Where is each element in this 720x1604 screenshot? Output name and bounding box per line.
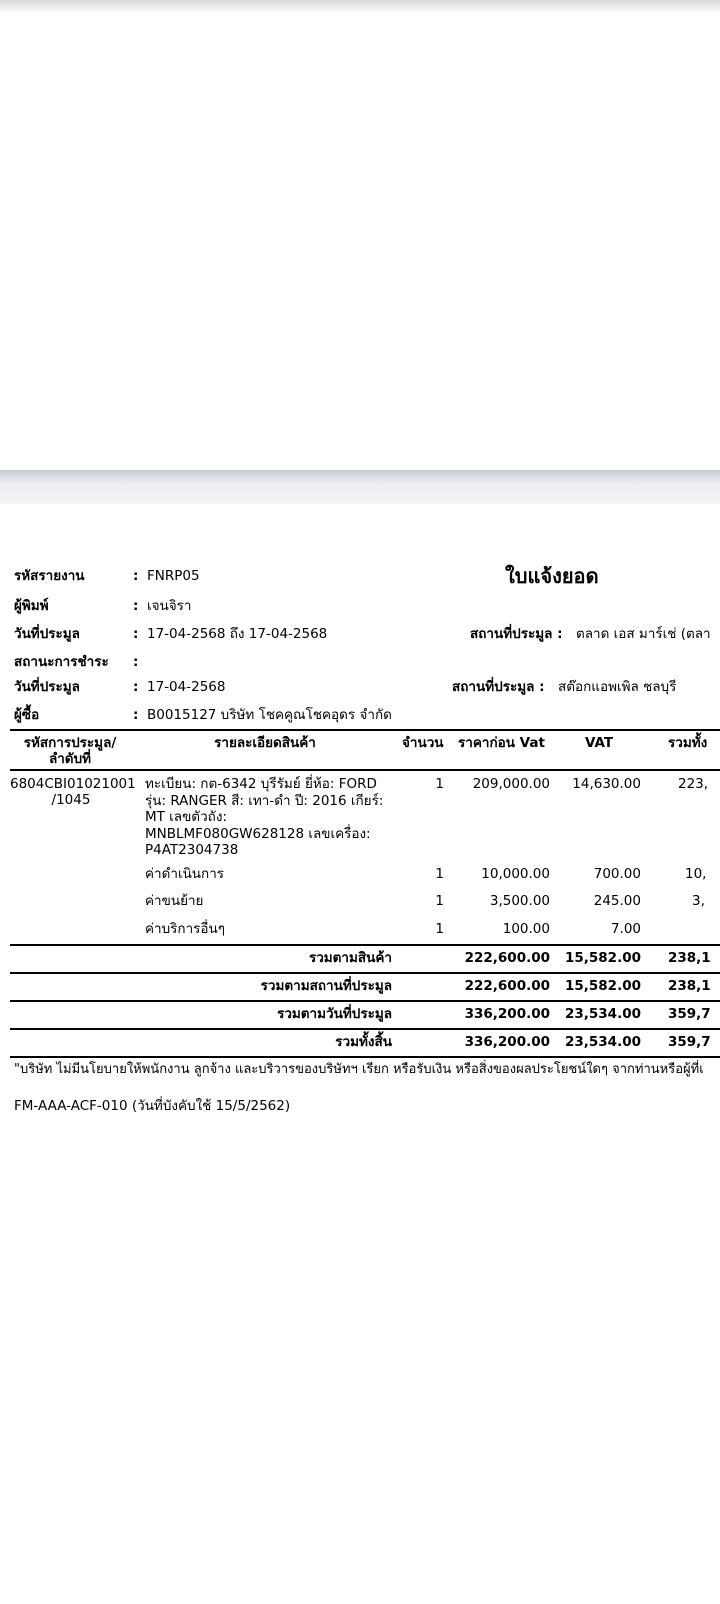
subtotal-total: 238,1 <box>668 950 711 966</box>
table-row-price: 209,000.00 <box>472 776 550 792</box>
policy-note: "บริษัท ไม่มีนโยบายให้พนักงาน ลูกจ้าง และบริวารของบริษัทฯ เรียก หรือรับเงิน หรือสิ่งของผลประโยชน์ใดๆ จากท่านหรือผู้ที่เ <box>14 1062 704 1077</box>
colon: : <box>133 654 139 670</box>
subtotal-vat: 23,534.00 <box>564 1006 641 1022</box>
table-row-vat: 14,630.00 <box>572 776 641 792</box>
subtotal-price: 336,200.00 <box>464 1006 550 1022</box>
colon: : <box>133 707 139 723</box>
subtotal-vat: 15,582.00 <box>564 978 641 994</box>
location-value: สต๊อกแอพเพิล ชลบุรี <box>558 679 677 695</box>
auction-date-range: 17-04-2568 ถึง 17-04-2568 <box>147 626 328 642</box>
auction-date-label: วันที่ประมูล <box>14 626 80 642</box>
form-code: FM-AAA-ACF-010 (วันที่บังคับใช้ 15/5/2562) <box>14 1098 291 1114</box>
column-header-total: รวมทั้ง <box>668 735 708 751</box>
table-row-vat: 7.00 <box>610 921 641 937</box>
payment-status-label: สถานะการชำระ <box>14 654 109 670</box>
auction-date-label: วันที่ประมูล <box>14 679 80 695</box>
location-label: สถานที่ประมูล : <box>470 626 563 642</box>
table-row-total: 3, <box>692 893 705 909</box>
subtotal-rule <box>10 972 720 974</box>
table-row-detail: ค่าบริการอื่นๆ <box>145 921 226 937</box>
statement-document <box>0 504 720 1604</box>
column-header-price: ราคาก่อน Vat <box>458 735 545 751</box>
subtotal-total: 238,1 <box>668 978 711 994</box>
buyer-label: ผู้ซื้อ <box>14 707 40 723</box>
subtotal-price: 222,600.00 <box>464 950 550 966</box>
printer-label: ผู้พิมพ์ <box>14 598 49 614</box>
table-row-price: 10,000.00 <box>481 866 550 882</box>
column-header-vat: VAT <box>585 735 614 751</box>
table-row-detail: ทะเบียน: กต-6342 บุรีรัมย์ ยี่ห้อ: FORD รุ่น: RANGER สี: เทา-ดำ ปี: 2016 เกียร์: MT เลขตัวถัง: MNBLMF080GW628128 เลขเครื่อง: P4AT2304738 <box>145 776 384 858</box>
grand-total-label: รวมทั้งสิ้น <box>335 1034 392 1050</box>
table-row-total: 10, <box>685 866 707 882</box>
colon: : <box>133 679 139 695</box>
column-header-code: รหัสการประมูล/ ลำดับที่ <box>23 735 117 767</box>
grand-total-price: 336,200.00 <box>464 1034 550 1050</box>
subtotal-rule <box>10 944 720 946</box>
subtotal-total: 359,7 <box>668 1006 711 1022</box>
table-row-qty: 1 <box>435 921 444 937</box>
table-row-price: 3,500.00 <box>489 893 550 909</box>
buyer-name: B0015127 บริษัท โชคคูณโชคอุดร จำกัด <box>147 707 392 723</box>
table-row-total: 223, <box>678 776 709 792</box>
table-row-code: 6804CBI01021001 /1045 <box>10 776 136 808</box>
table-row-vat: 245.00 <box>593 893 641 909</box>
document-title: ใบแจ้งยอด <box>505 564 599 588</box>
report-code-label: รหัสรายงาน <box>14 568 85 584</box>
page-separator <box>0 470 720 504</box>
colon: : <box>133 568 139 584</box>
subtotal-label: รวมตามสินค้า <box>308 950 392 966</box>
table-header-rule <box>10 769 720 771</box>
table-bottom-rule <box>10 1056 720 1058</box>
auction-date: 17-04-2568 <box>147 679 226 695</box>
subtotal-price: 222,600.00 <box>464 978 550 994</box>
report-code: FNRP05 <box>147 568 200 584</box>
subtotal-vat: 15,582.00 <box>564 950 641 966</box>
subtotal-label: รวมตามวันที่ประมูล <box>277 1006 392 1022</box>
table-row-qty: 1 <box>435 893 444 909</box>
subtotal-rule <box>10 1000 720 1002</box>
table-row-detail: ค่าดำเนินการ <box>145 866 225 882</box>
printer-name: เจนจิรา <box>147 598 192 614</box>
table-row-price: 100.00 <box>502 921 550 937</box>
location-label: สถานที่ประมูล : <box>452 679 545 695</box>
column-header-detail: รายละเอียดสินค้า <box>214 735 316 751</box>
table-row-qty: 1 <box>435 776 444 792</box>
table-row-vat: 700.00 <box>593 866 641 882</box>
column-header-qty: จำนวน <box>402 735 444 751</box>
table-row-detail: ค่าขนย้าย <box>145 893 204 909</box>
grand-total-total: 359,7 <box>668 1034 711 1050</box>
colon: : <box>133 626 139 642</box>
viewer-top-shadow <box>0 0 720 14</box>
location-value: ตลาด เอส มาร์เช่ (ตลา <box>576 626 711 642</box>
subtotal-label: รวมตามสถานที่ประมูล <box>260 978 392 994</box>
subtotal-rule <box>10 1028 720 1030</box>
grand-total-vat: 23,534.00 <box>564 1034 641 1050</box>
table-top-rule <box>10 729 720 731</box>
table-row-qty: 1 <box>435 866 444 882</box>
colon: : <box>133 598 139 614</box>
